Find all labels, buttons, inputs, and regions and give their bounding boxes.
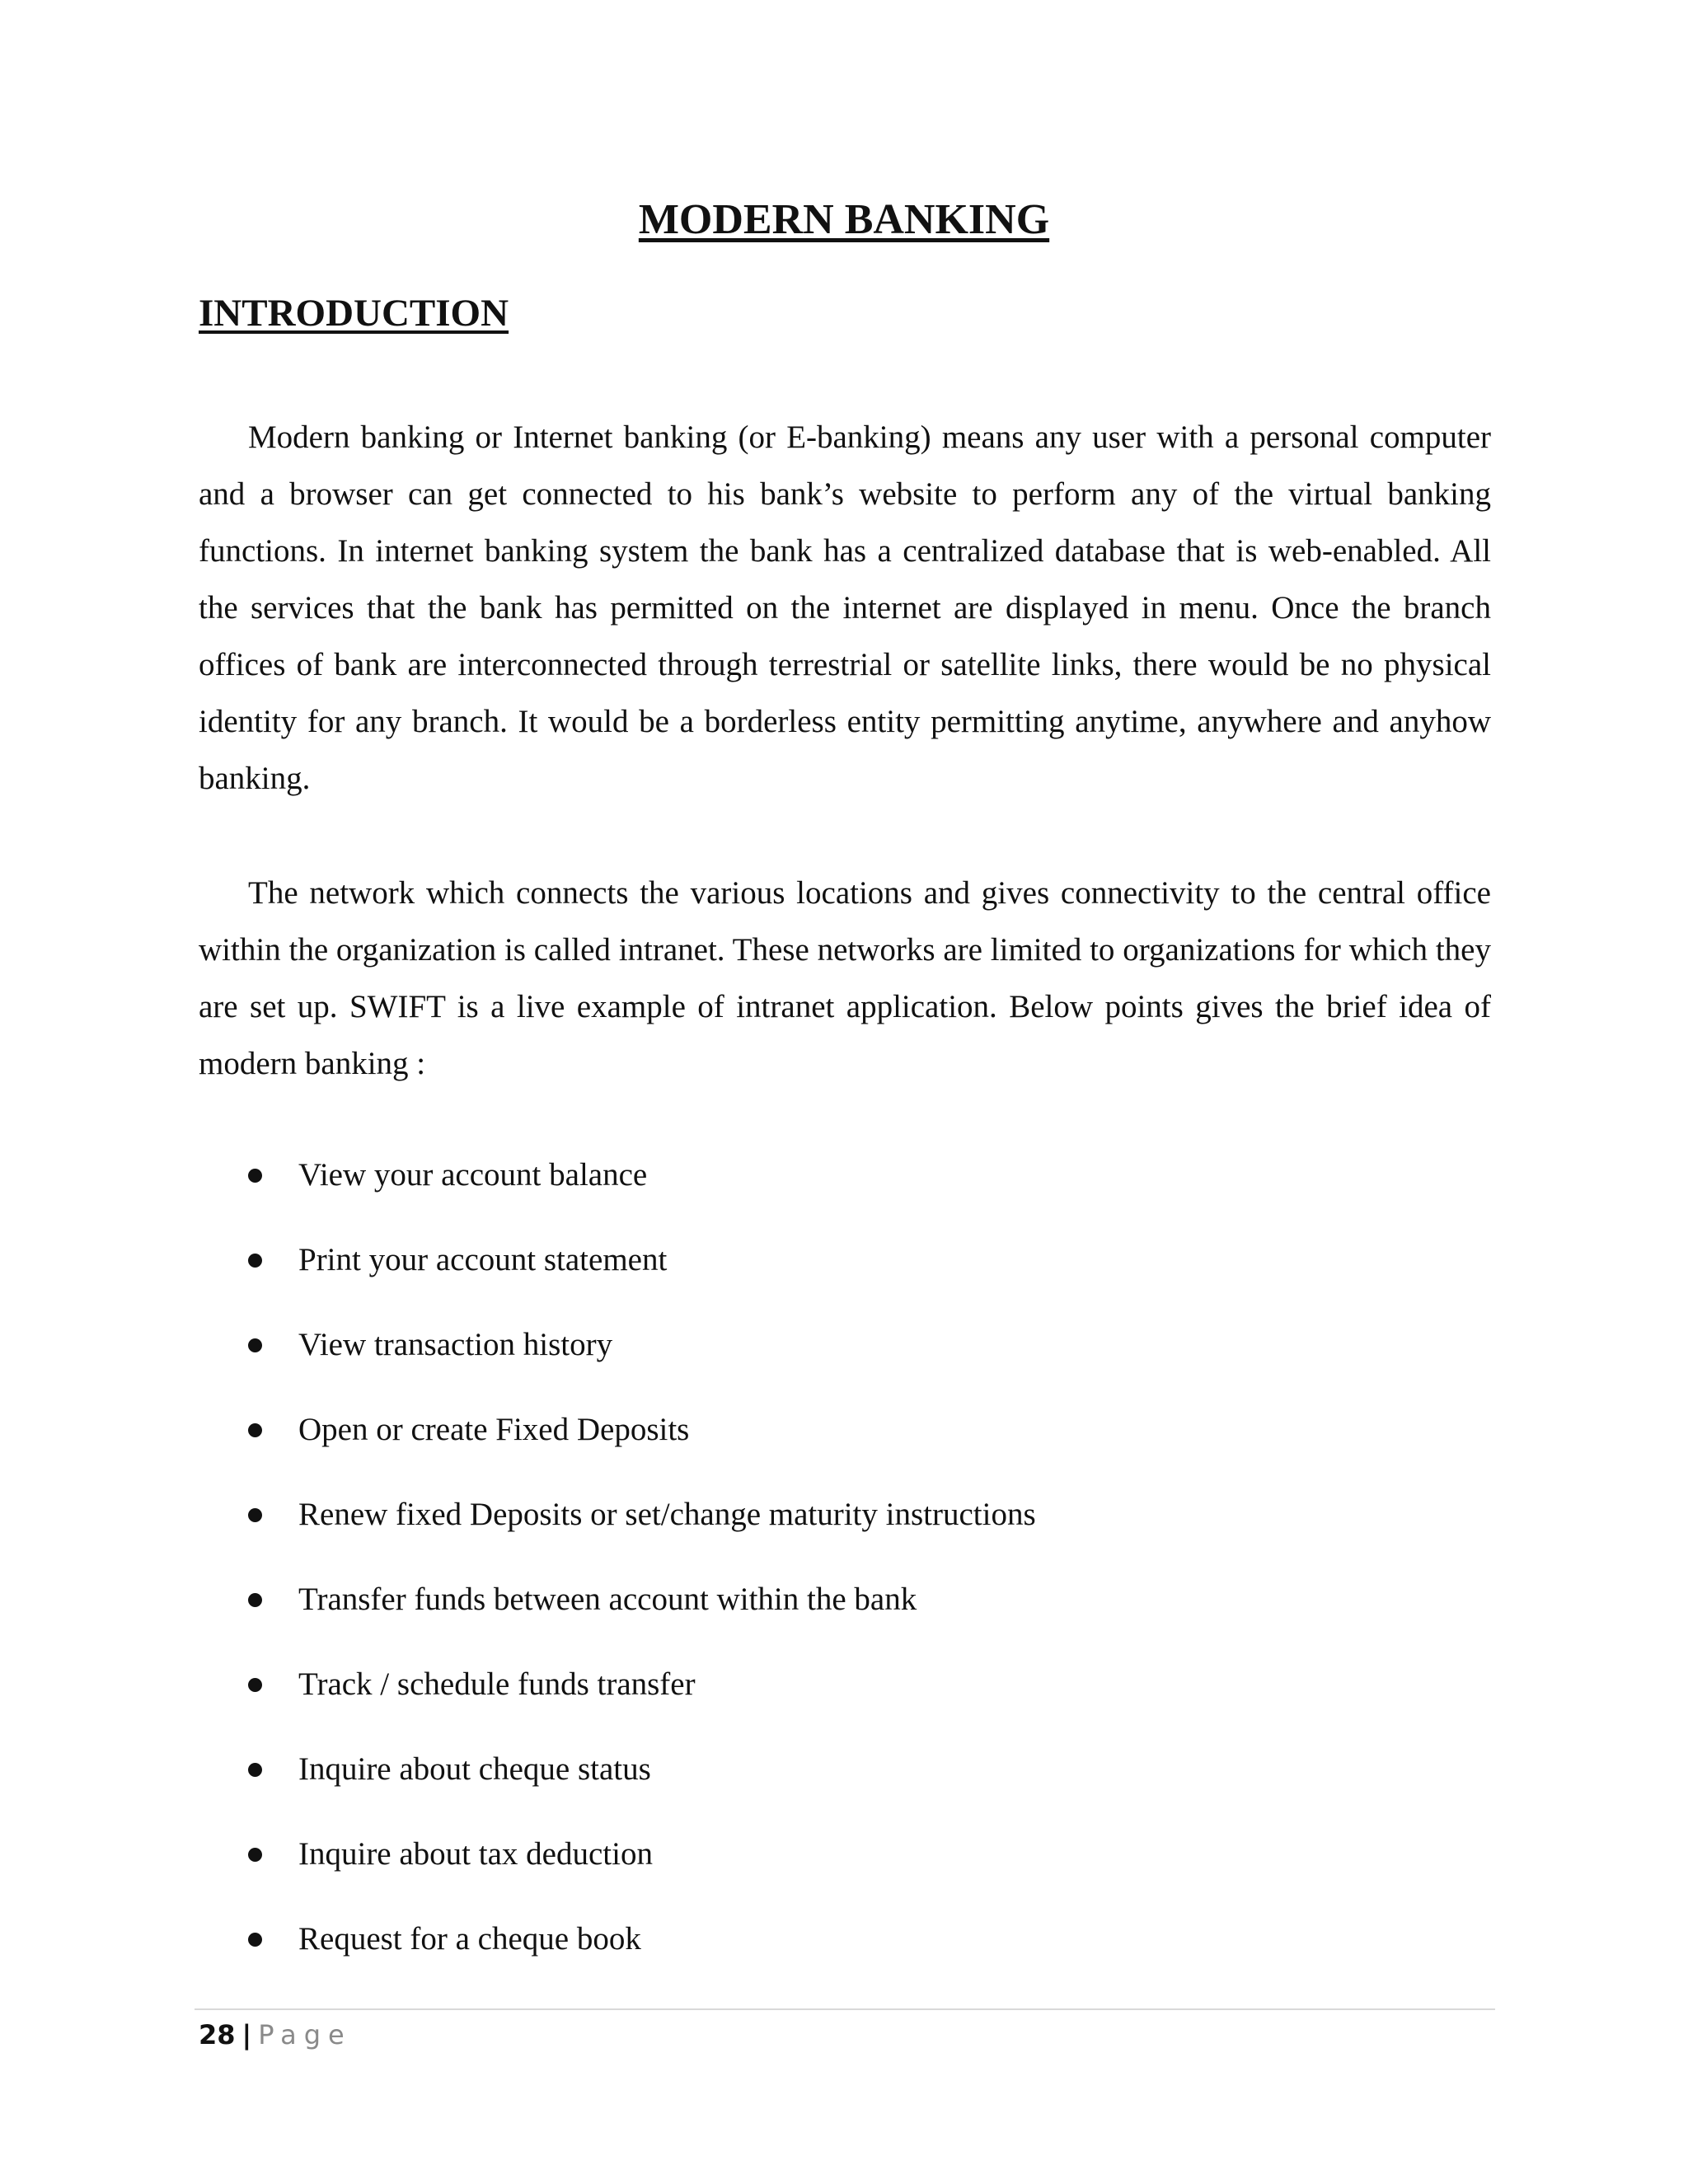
bullet-icon [248, 1763, 262, 1777]
bullet-icon [248, 1678, 262, 1692]
section-heading-introduction: INTRODUCTION [199, 292, 509, 335]
bullet-text: Inquire about cheque status [298, 1751, 651, 1787]
bullet-text: Print your account statement [298, 1242, 668, 1277]
bullet-item [199, 1491, 1491, 1576]
bullet-item [199, 1406, 1491, 1491]
page-footer [199, 2016, 352, 2054]
page-number: 28 [199, 2019, 236, 2050]
bullet-text: Transfer funds between account within the bank [298, 1582, 917, 1617]
bullet-icon [248, 1254, 262, 1268]
bullet-item [199, 1321, 1491, 1406]
bullet-item [199, 1661, 1491, 1746]
bullet-text: Track / schedule funds transfer [298, 1666, 696, 1702]
bullet-text: Request for a cheque book [298, 1921, 641, 1957]
bullet-list [199, 1151, 1491, 2000]
bullet-item [199, 1236, 1491, 1321]
bullet-icon [248, 1593, 262, 1607]
bullet-text: Open or create Fixed Deposits [298, 1412, 690, 1447]
bullet-item [199, 1151, 1491, 1236]
bullet-item [199, 1915, 1491, 2000]
bullet-icon [248, 1423, 262, 1437]
bullet-item [199, 1746, 1491, 1830]
footer-divider [195, 2008, 1495, 2010]
bullet-icon [248, 1848, 262, 1862]
bullet-icon [248, 1933, 262, 1947]
bullet-icon [248, 1338, 262, 1352]
paragraph-2: The network which connects the various locations and gives connectivity to the central office within the organization is called intranet. These networks are limited to organizations for which they are set up. SWIFT is a live example of intranet application. Below points gives the brief idea of modern banking : [199, 875, 1491, 1081]
bullet-item [199, 1576, 1491, 1661]
paragraph-1: Modern banking or Internet banking (or E-banking) means any user with a personal computer and a browser can get connected to his bank’s website to perform any of the virtual banking functions. In internet banking system the bank has a centralized database that is web-enabled. All the services that the bank has permitted on the internet are displayed in menu. Once the branch offices of bank are interconnected through terrestrial or satellite links, there would be no physical identity for any branch. It would be a borderless entity permitting anytime, anywhere and anyhow banking. [199, 419, 1491, 796]
bullet-text: View transaction history [298, 1327, 613, 1362]
bullet-icon [248, 1508, 262, 1522]
bullet-text: Renew fixed Deposits or set/change maturity instructions [298, 1497, 1036, 1532]
bullet-icon [248, 1169, 262, 1183]
page-label: Page [258, 2019, 352, 2050]
bullet-item [199, 1830, 1491, 1915]
page-title: MODERN BANKING [638, 196, 1050, 243]
bullet-text: Inquire about tax deduction [298, 1836, 653, 1872]
footer-separator: | [241, 2019, 252, 2050]
bullet-text: View your account balance [298, 1157, 648, 1193]
